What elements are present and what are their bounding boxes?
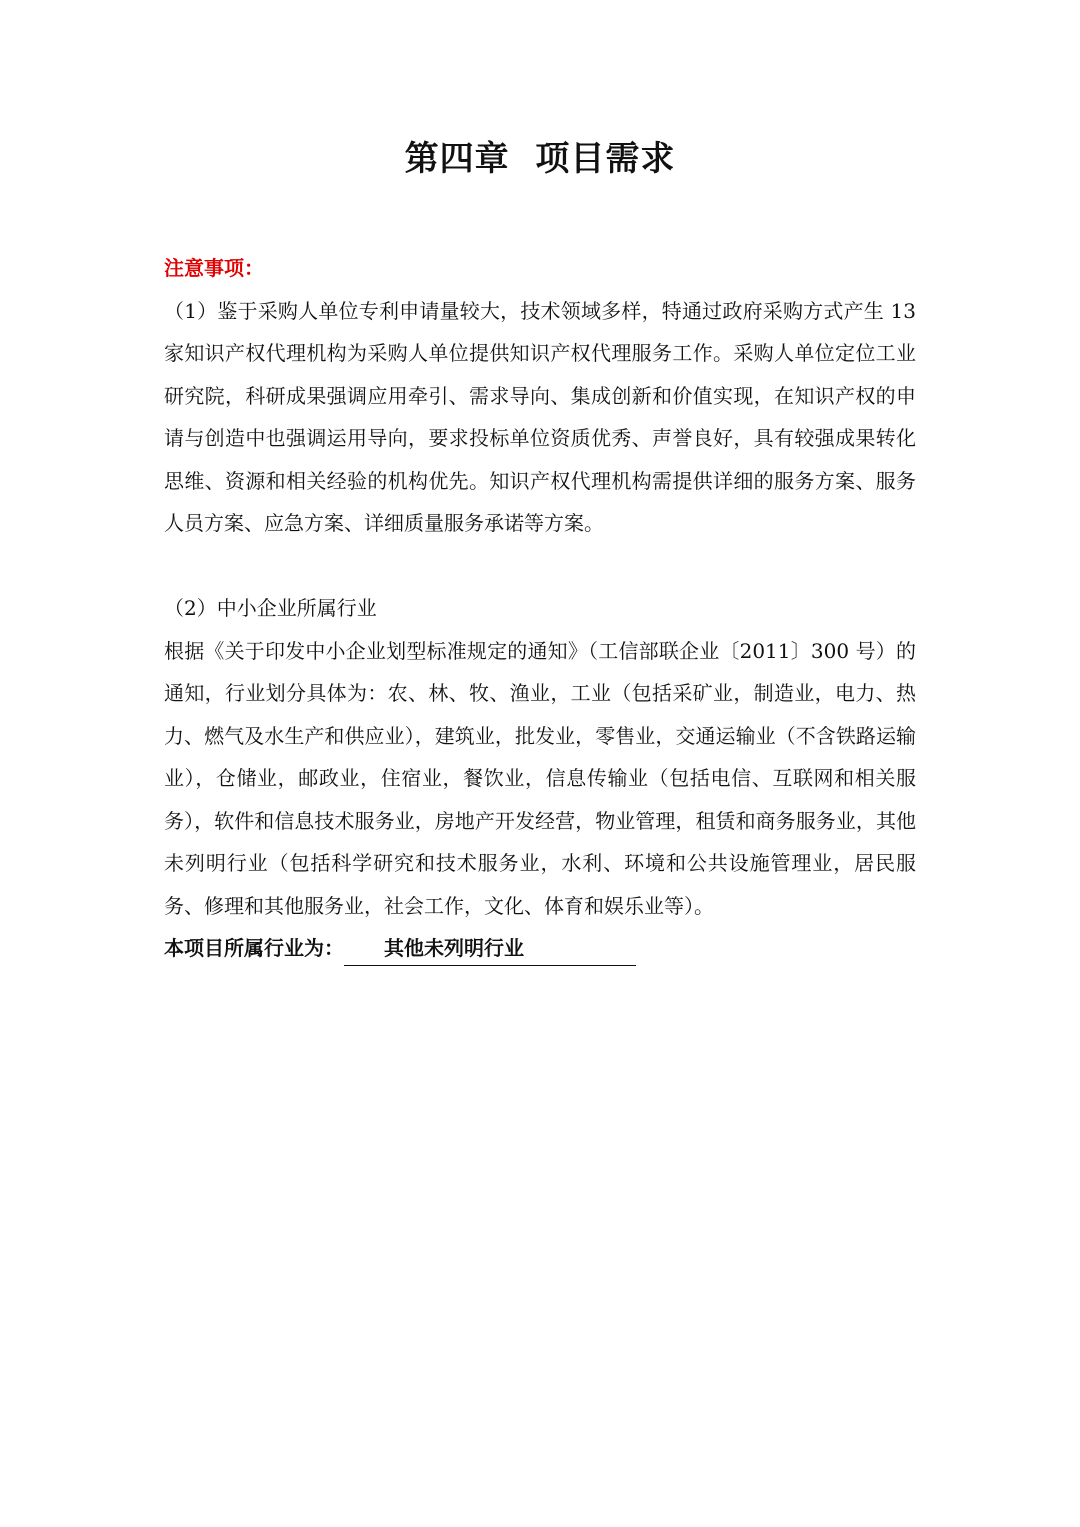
industry-line	[164, 927, 916, 970]
section-2-heading: （2）中小企业所属行业	[164, 596, 377, 620]
document-body	[164, 247, 916, 970]
section-2-body: 根据《关于印发中小企业划型标准规定的通知》（工信部联企业〔2011〕300 号）的通知，行业划分具体为：农、林、牧、渔业，工业（包括采矿业，制造业，电力、热力、燃气及水生产和供应业），建筑业，批发业，零售业，交通运输业（不含铁路运输业），仓储业，邮政业，住宿业，餐饮业，信息传输业（包括电信、互联网和相关服务），软件和信息技术服务业，房地产开发经营，物业管理，租赁和商务服务业，其他未列明行业（包括科学研究和技术服务业，水利、环境和公共设施管理业，居民服务、修理和其他服务业，社会工作，文化、体育和娱乐业等）。	[164, 638, 916, 918]
notice-item-1: （1）鉴于采购人单位专利申请量较大，技术领域多样，特通过政府采购方式产生 13 家知识产权代理机构为采购人单位提供知识产权代理服务工作。采购人单位定位工业研究院，科研成果强调应用牵引、需求导向、集成创新和价值实现，在知识产权的申请与创造中也强调运用导向，要求投标单位资质优秀、声誉良好，具有较强成果转化思维、资源和相关经验的机构优先。知识产权代理机构需提供详细的服务方案、服务人员方案、应急方案、详细质量服务承诺等方案。	[164, 298, 916, 535]
paragraph-spacer	[164, 545, 916, 588]
chapter-title: 第四章 项目需求	[404, 139, 676, 179]
industry-label: 本项目所属行业为：	[164, 936, 344, 960]
notice-heading: 注意事项：	[164, 256, 264, 280]
industry-value: 其他未列明行业	[344, 931, 636, 966]
